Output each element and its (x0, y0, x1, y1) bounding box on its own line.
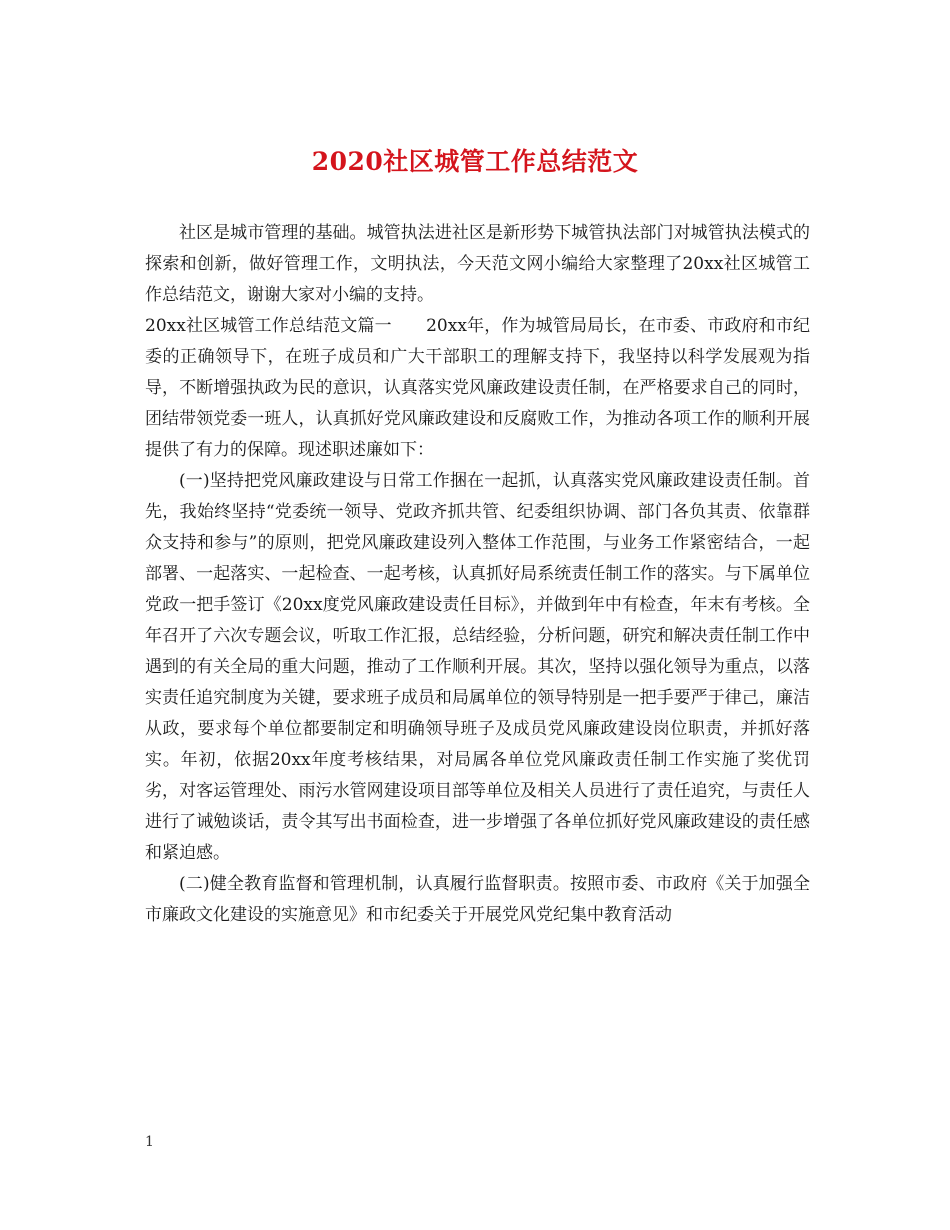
paragraph-section-one: (一)坚持把党风廉政建设与日常工作捆在一起抓，认真落实党风廉政建设责任制。首先，我始终坚持“党委统一领导、党政齐抓共管、纪委组织协调、部门各负其责、依靠群众支持和参与”的原则，把党风廉政建设列入整体工作范围，与业务工作紧密结合，一起部署、一起落实、一起检查、一起考核，认真抓好局系统责任制工作的落实。与下属单位党政一把手签订《20xx度党风廉政建设责任目标》，并做到年中有检查，年末有考核。全年召开了六次专题会议，听取工作汇报，总结经验，分析问题，研究和解决责任制工作中遇到的有关全局的重大问题，推动了工作顺利开展。其次，坚持以强化领导为重点，以落实责任追究制度为关键，要求班子成员和局属单位的领导特别是一把手要严于律己，廉洁从政，要求每个单位都要制定和明确领导班子及成员党风廉政建设岗位职责，并抓好落实。年初，依据20xx年度考核结果，对局属各单位党风廉政责任制工作实施了奖优罚劣，对客运管理处、雨污水管网建设项目部等单位及相关人员进行了责任追究，与责任人进行了诫勉谈话，责令其写出书面检查，进一步增强了各单位抓好党风廉政建设的责任感和紧迫感。 (145, 471, 810, 863)
document-title: 2020社区城管工作总结范文 (311, 147, 639, 176)
paragraph-intro: 社区是城市管理的基础。城管执法进社区是新形势下城管执法部门对城管执法模式的探索和创新，做好管理工作，文明执法，今天范文网小编给大家整理了20xx社区城管工作总结范文，谢谢大家对小编的支持。 (145, 223, 810, 305)
page-number: 1 (145, 1134, 154, 1150)
document-body (145, 218, 810, 931)
paragraph-section-two: (二)健全教育监督和管理机制，认真履行监督职责。按照市委、市政府《关于加强全市廉政文化建设的实施意见》和市纪委关于开展党风党纪集中教育活动 (145, 874, 810, 925)
paragraph-report-opening: 20xx社区城管工作总结范文篇一 20xx年，作为城管局局长，在市委、市政府和市纪委的正确领导下，在班子成员和广大干部职工的理解支持下，我坚持以科学发展观为指导，不断增强执政为民的意识，认真落实党风廉政建设责任制，在严格要求自己的同时，团结带领党委一班人，认真抓好党风廉政建设和反腐败工作，为推动各项工作的顺利开展提供了有力的保障。现述职述廉如下： (145, 316, 810, 460)
